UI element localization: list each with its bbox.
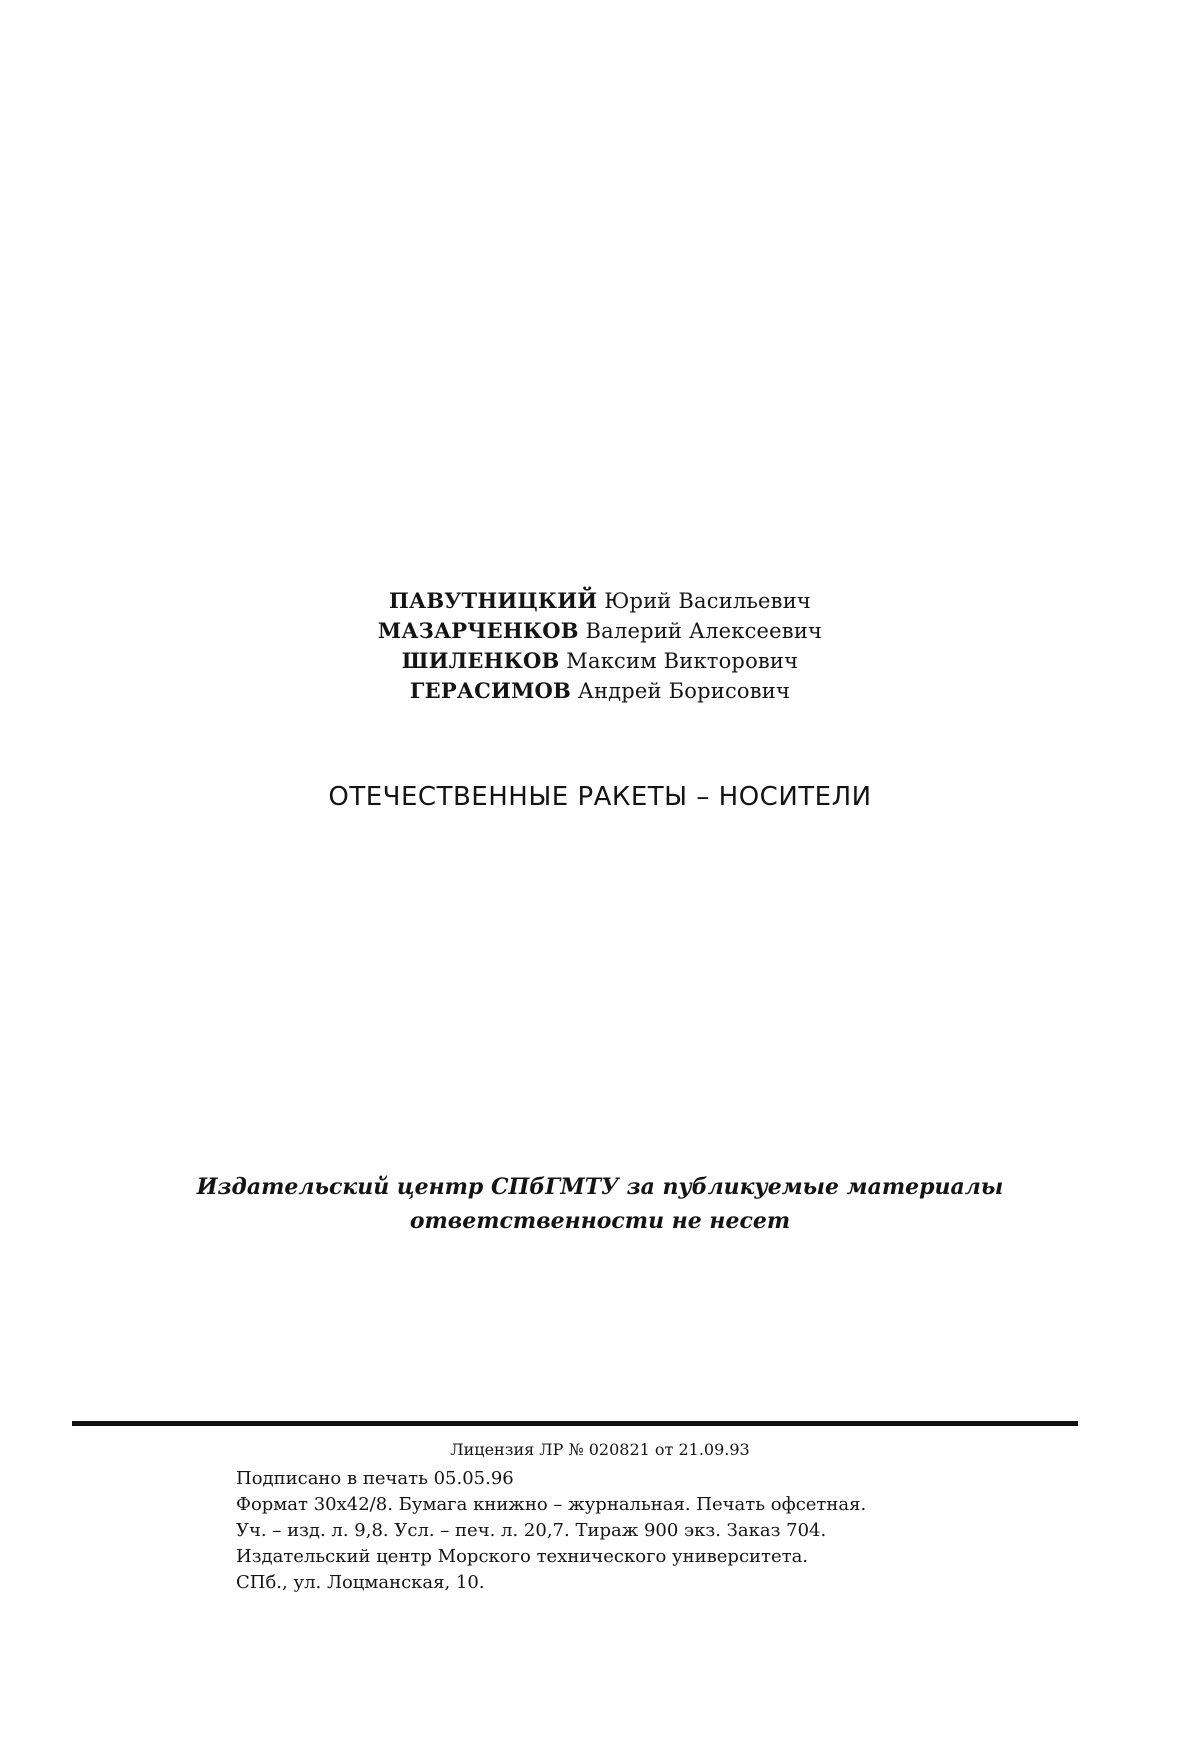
horizontal-rule — [72, 1421, 1078, 1426]
imprint-block — [236, 1466, 866, 1596]
author-line — [0, 646, 1200, 676]
author-surname: МАЗАРЧЕНКОВ — [377, 618, 579, 643]
book-title: ОТЕЧЕСТВЕННЫЕ РАКЕТЫ – НОСИТЕЛИ — [328, 782, 872, 812]
author-given-name: Валерий Алексеевич — [585, 619, 823, 643]
publisher-disclaimer — [0, 1170, 1200, 1238]
disclaimer-line: Издательский центр СПбГМТУ за публикуемые материалы — [196, 1174, 1004, 1200]
author-given-name: Андрей Борисович — [577, 679, 791, 703]
imprint-line: Уч. – изд. л. 9,8. Усл. – печ. л. 20,7. Тираж 900 экз. Заказ 704. — [236, 1520, 827, 1541]
author-surname: ПАВУТНИЦКИЙ — [388, 588, 598, 613]
author-list — [0, 586, 1200, 706]
license-line: Лицензия ЛР № 020821 от 21.09.93 — [450, 1440, 750, 1459]
imprint-line: Формат 30х42/8. Бумага книжно – журнальная. Печать офсетная. — [236, 1494, 867, 1515]
imprint-line: Подписано в печать 05.05.96 — [236, 1468, 514, 1489]
imprint-line: СПб., ул. Лоцманская, 10. — [236, 1572, 485, 1593]
author-line — [0, 676, 1200, 706]
author-surname: ШИЛЕНКОВ — [401, 648, 560, 673]
disclaimer-line: ответственности не несет — [409, 1208, 791, 1234]
imprint-line: Издательский центр Морского технического университета. — [236, 1546, 809, 1567]
author-surname: ГЕРАСИМОВ — [409, 678, 571, 703]
author-line — [0, 586, 1200, 616]
author-given-name: Максим Викторович — [566, 649, 799, 673]
author-given-name: Юрий Васильевич — [604, 589, 811, 613]
author-line — [0, 616, 1200, 646]
